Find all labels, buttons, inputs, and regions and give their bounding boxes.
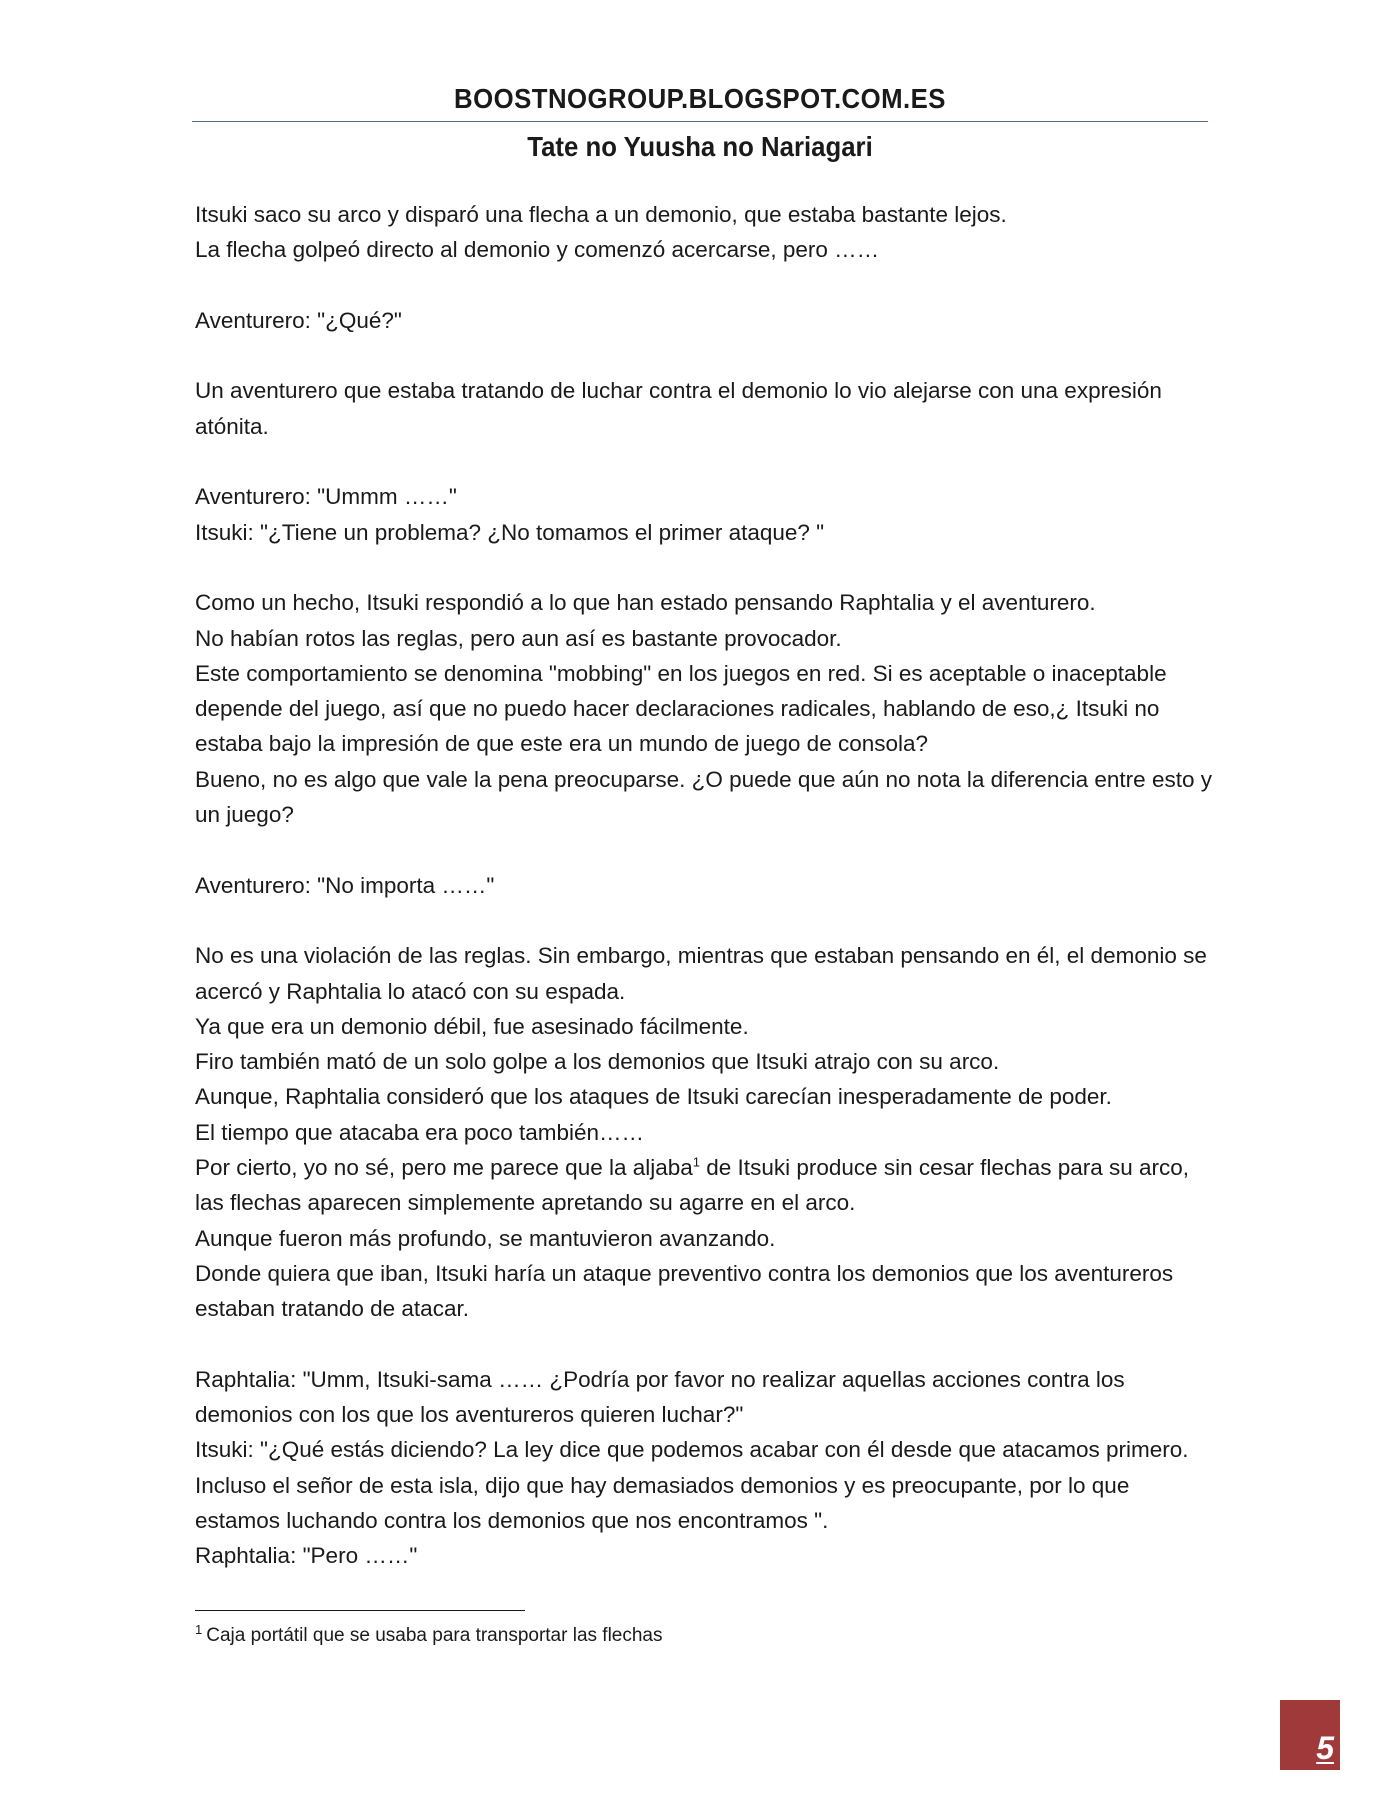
paragraph-spacer: [195, 550, 1215, 585]
paragraph: Aventurero: "¿Qué?": [195, 307, 402, 333]
footnote-number: 1: [195, 1621, 203, 1637]
paragraph-with-footnote: [195, 1150, 1215, 1221]
paragraph: Itsuki: "¿Qué estás diciendo? La ley dice que podemos acabar con él desde que atacamos primero. Incluso el señor de esta isla, dijo que hay demasiados demonios y es preocupante, por lo que estamos luchando contra los demonios que nos encontramos ".: [195, 1437, 1189, 1533]
page-number: 5: [1316, 1730, 1334, 1766]
paragraph-spacer: [195, 338, 1215, 373]
paragraph: Aunque fueron más profundo, se mantuvieron avanzando.: [195, 1225, 776, 1251]
paragraph: Aventurero: "No importa ……": [195, 872, 495, 898]
paragraph-spacer: [195, 1327, 1215, 1362]
body-text: [195, 197, 1215, 1574]
paragraph: Raphtalia: "Pero ……": [195, 1543, 418, 1569]
paragraph: Un aventurero que estaba tratando de luchar contra el demonio lo vio alejarse con una expresión atónita.: [195, 378, 1162, 439]
paragraph: Este comportamiento se denomina "mobbing" en los juegos en red. Si es aceptable o inaceptable depende del juego, así que no puedo hacer declaraciones radicales, hablando de eso,¿ Itsuki no estaba bajo la impresión de que este era un mundo de juego de consola?: [195, 660, 1167, 757]
paragraph-spacer: [195, 268, 1215, 303]
paragraph-spacer: [195, 444, 1215, 479]
page-number-badge: [1280, 1700, 1340, 1770]
paragraph: Itsuki saco su arco y disparó una flecha a un demonio, que estaba bastante lejos.: [195, 202, 1007, 227]
paragraph: Aventurero: "Ummm ……": [195, 484, 457, 510]
paragraph-spacer: [195, 903, 1215, 938]
paragraph: Aunque, Raphtalia consideró que los ataques de Itsuki carecían inesperadamente de poder.: [195, 1084, 1112, 1110]
paragraph: No habían rotos las reglas, pero aun así es bastante provocador.: [195, 625, 842, 651]
paragraph: Firo también mató de un solo golpe a los demonios que Itsuki atrajo con su arco.: [195, 1049, 1000, 1075]
paragraph: Itsuki: "¿Tiene un problema? ¿No tomamos el primer ataque? ": [195, 519, 825, 545]
paragraph-spacer: [195, 832, 1215, 867]
paragraph-text: de Itsuki produce sin cesar flechas para su arco, las flechas aparecen simplemente apretando su agarre en el arco.: [195, 1155, 1190, 1216]
header-divider: [192, 121, 1208, 122]
site-title: BOOSTNOGROUP.BLOGSPOT.COM.ES: [454, 83, 946, 114]
page-header: [192, 80, 1208, 118]
footnote: [195, 1622, 1095, 1650]
paragraph: Raphtalia: "Umm, Itsuki-sama …… ¿Podría por favor no realizar aquellas acciones contra los demonios con los que los aventureros quieren luchar?": [195, 1366, 1125, 1428]
paragraph: La flecha golpeó directo al demonio y comenzó acercarse, pero ……: [195, 237, 880, 263]
paragraph-group: [195, 1221, 1215, 1574]
paragraph: Bueno, no es algo que vale la pena preocuparse. ¿O puede que aún no nota la diferencia entre esto y un juego?: [195, 766, 1212, 828]
paragraph-group: [195, 197, 1215, 1150]
paragraph: Como un hecho, Itsuki respondió a lo que han estado pensando Raphtalia y el aventurero.: [195, 590, 1096, 616]
footnote-text: Caja portátil que se usaba para transportar las flechas: [206, 1625, 663, 1646]
footnote-reference[interactable]: 1: [692, 1154, 701, 1170]
paragraph: Ya que era un demonio débil, fue asesinado fácilmente.: [195, 1013, 749, 1039]
book-title: Tate no Yuusha no Nariagari: [527, 131, 873, 162]
paragraph: El tiempo que atacaba era poco también……: [195, 1119, 645, 1145]
footnote-divider: [195, 1610, 525, 1611]
paragraph-text: Por cierto, yo no sé, pero me parece que la aljaba: [195, 1155, 693, 1181]
paragraph: No es una violación de las reglas. Sin embargo, mientras que estaban pensando en él, el demonio se acercó y Raphtalia lo atacó con su espada.: [195, 943, 1207, 1004]
paragraph: Donde quiera que iban, Itsuki haría un ataque preventivo contra los demonios que los aventureros estaban tratando de atacar.: [195, 1260, 1174, 1322]
